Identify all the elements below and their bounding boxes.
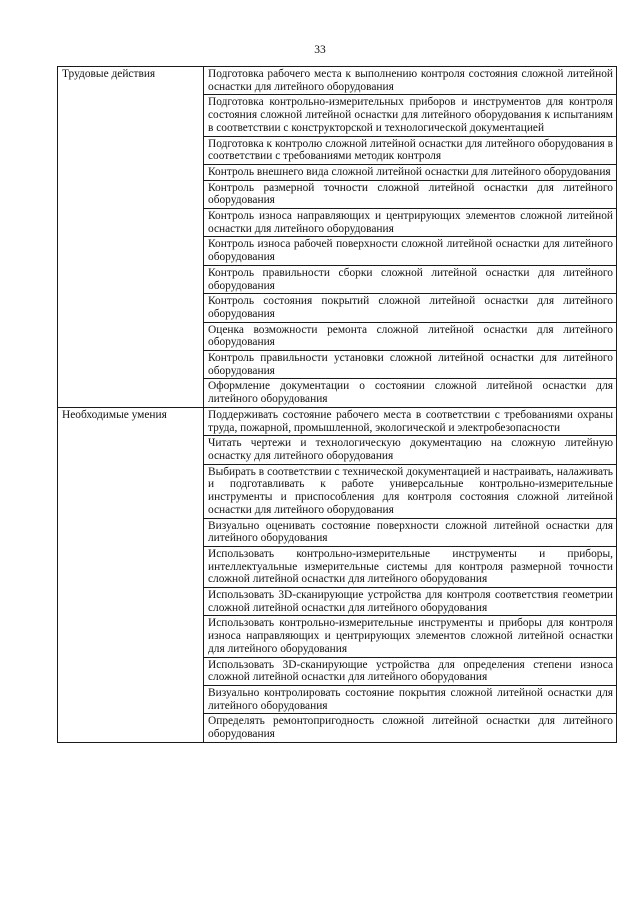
requirement-item: Контроль износа направляющих и центрирующих элементов сложной литейной оснастки для литейного оборудования bbox=[204, 209, 617, 237]
requirement-item: Контроль износа рабочей поверхности сложной литейной оснастки для литейного оборудования bbox=[204, 237, 617, 265]
requirement-item: Подготовка контрольно-измерительных приборов и инструментов для контроля состояния сложной литейной оснастки для литейного оборудования к испытаниям в соответствии с конструкторской и технологической документацией bbox=[204, 95, 617, 136]
requirement-item: Подготовка к контролю сложной литейной оснастки для литейного оборудования в соответствии с требованиями методик контроля bbox=[204, 136, 617, 164]
section-label: Необходимые умения bbox=[58, 407, 204, 742]
requirement-item: Контроль размерной точности сложной литейной оснастки для литейного оборудования bbox=[204, 180, 617, 208]
table-row bbox=[58, 67, 617, 95]
requirement-item: Контроль правильности сборки сложной литейной оснастки для литейного оборудования bbox=[204, 265, 617, 293]
requirement-item: Использовать контрольно-измерительные инструменты и приборы для контроля износа направляющих и центрирующих элементов сложной литейной оснастки для литейного оборудования bbox=[204, 616, 617, 657]
requirement-item: Контроль правильности установки сложной литейной оснастки для литейного оборудования bbox=[204, 351, 617, 379]
requirement-item: Оформление документации о состоянии сложной литейной оснастки для литейного оборудования bbox=[204, 379, 617, 407]
requirement-item: Определять ремонтопригодность сложной литейной оснастки для литейного оборудования bbox=[204, 714, 617, 742]
requirements-table bbox=[57, 66, 617, 743]
requirement-item: Визуально контролировать состояние покрытия сложной литейной оснастки для литейного оборудования bbox=[204, 685, 617, 713]
requirement-item: Контроль внешнего вида сложной литейной оснастки для литейного оборудования bbox=[204, 164, 617, 180]
requirement-item: Оценка возможности ремонта сложной литейной оснастки для литейного оборудования bbox=[204, 322, 617, 350]
requirement-item: Контроль состояния покрытий сложной литейной оснастки для литейного оборудования bbox=[204, 294, 617, 322]
requirement-item: Выбирать в соответствии с технической документацией и настраивать, налаживать и подготавливать к работе универсальные контрольно-измерительные инструменты и приспособления для контроля состояния сложной литейной оснастки для литейного оборудования bbox=[204, 464, 617, 518]
requirement-item: Поддерживать состояние рабочего места в соответствии с требованиями охраны труда, пожарной, промышленной, экологической и электробезопасности bbox=[204, 407, 617, 435]
requirement-item: Визуально оценивать состояние поверхности сложной литейной оснастки для литейного оборудования bbox=[204, 518, 617, 546]
page-number: 33 bbox=[314, 44, 326, 56]
requirement-item: Использовать 3D-сканирующие устройства для контроля соответствия геометрии сложной литейной оснастки для литейного оборудования bbox=[204, 588, 617, 616]
section-label: Трудовые действия bbox=[58, 67, 204, 408]
table-row bbox=[58, 407, 617, 435]
requirement-item: Использовать контрольно-измерительные инструменты и приборы, интеллектуальные измерительные системы для контроля размерной точности сложной литейной оснастки для литейного оборудования bbox=[204, 546, 617, 587]
requirement-item: Читать чертежи и технологическую документацию на сложную литейную оснастку для литейного оборудования bbox=[204, 436, 617, 464]
requirement-item: Подготовка рабочего места к выполнению контроля состояния сложной литейной оснастки для литейного оборудования bbox=[204, 67, 617, 95]
requirement-item: Использовать 3D-сканирующие устройства для определения степени износа сложной литейной оснастки для литейного оборудования bbox=[204, 657, 617, 685]
